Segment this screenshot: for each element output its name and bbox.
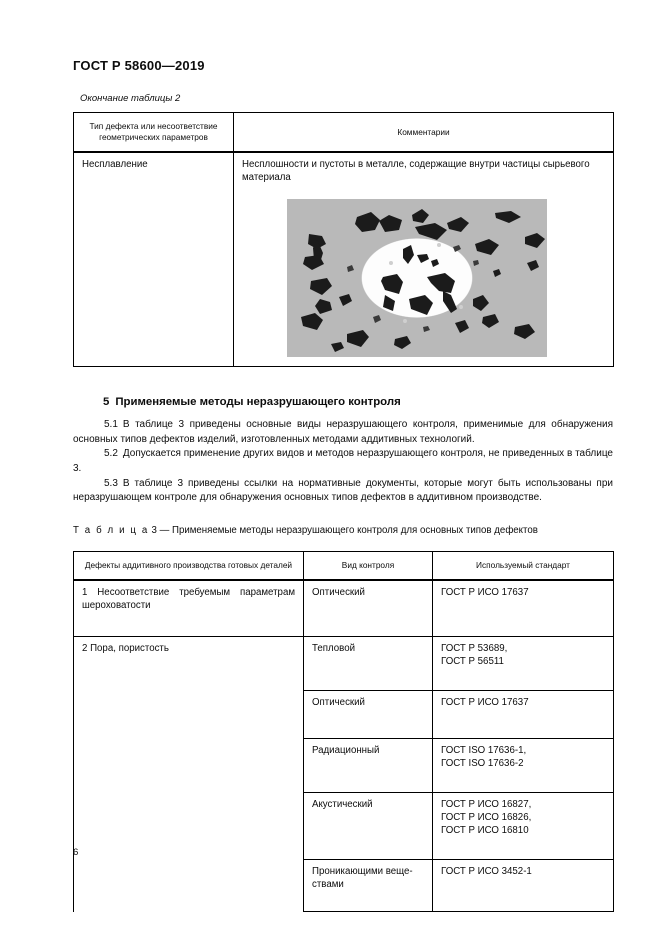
- table3-header-standard: Используемый стандарт: [433, 552, 614, 581]
- table2-cell-comment: [234, 152, 614, 367]
- table3-cell-standard-5: ГОСТ Р ИСО 16827, ГОСТ Р ИСО 16826, ГОСТ Р ИСО 16810: [433, 793, 614, 860]
- table3-header-defects: Дефекты аддитивного производства готовых деталей: [74, 552, 304, 581]
- micrograph-particles-layer: [287, 199, 547, 357]
- table3-cell-method-3: Оптический: [304, 691, 433, 739]
- table3-header-method: Вид контроля: [304, 552, 433, 581]
- table-3: [73, 551, 614, 912]
- table-3-caption-number: 3: [151, 525, 157, 536]
- table-2: [73, 112, 614, 367]
- section-5-number: 5: [103, 396, 110, 408]
- micrograph-container: [287, 199, 605, 357]
- table3-cell-standard-1: ГОСТ Р ИСО 17637: [433, 580, 614, 637]
- standard-number-header: ГОСТ Р 58600—2019: [73, 58, 205, 73]
- paragraph-5-2: [73, 447, 613, 476]
- table2-header-row: [74, 113, 614, 153]
- table2-continuation-label: Окончание таблицы 2: [80, 93, 181, 104]
- table-row: [74, 152, 614, 367]
- table-3-caption-prefix: Т а б л и ц а: [73, 525, 149, 536]
- table3-header-row: [74, 552, 614, 581]
- table3-cell-method-6: Проникающими веще- ствами: [304, 860, 433, 912]
- table-row: [74, 637, 614, 691]
- paragraph-5-2-number: 5.2: [104, 448, 118, 460]
- table2-header-defect-type: Тип дефекта или несоответствие геометрических параметров: [74, 113, 234, 153]
- table3-cell-standard-3: ГОСТ Р ИСО 17637: [433, 691, 614, 739]
- table-3-caption: [73, 525, 538, 536]
- table-3-caption-text: Применяемые методы неразрушающего контроля для основных типов дефектов: [172, 525, 538, 536]
- table3-cell-method-1: Оптический: [304, 580, 433, 637]
- paragraph-5-1-text: В таблице 3 приведены основные виды неразрушающего контроля, применимые для обнаружения основных типов дефектов изделий, изготовленных методами аддитивных технологий.: [73, 419, 613, 445]
- table3-cell-defect-2: 2 Пора, пористость: [74, 637, 304, 912]
- paragraph-5-3: [73, 477, 613, 506]
- table2-cell-defect-type: Несплавление: [74, 152, 234, 367]
- table3-cell-standard-2: ГОСТ Р 53689, ГОСТ Р 56511: [433, 637, 614, 691]
- paragraph-5-2-text: Допускается применение других видов и методов неразрушающего контроля, не приведенных в таблице 3.: [73, 448, 613, 475]
- table3-cell-method-5: Акустический: [304, 793, 433, 860]
- table3-cell-defect-1: 1 Несоответствие требуемым параметрам шероховатости: [74, 580, 304, 637]
- paragraph-5-1-number: 5.1: [104, 419, 118, 430]
- paragraph-5-3-number: 5.3: [104, 477, 118, 489]
- table-3-caption-dash: —: [159, 525, 170, 536]
- section-5-body: [73, 418, 613, 506]
- page-number: 6: [73, 847, 79, 858]
- table3-cell-standard-4: ГОСТ ISO 17636-1, ГОСТ ISO 17636-2: [433, 739, 614, 793]
- table3-cell-standard-6: ГОСТ Р ИСО 3452-1: [433, 860, 614, 912]
- paragraph-5-1: [73, 418, 613, 447]
- section-5-title: Применяемые методы неразрушающего контроля: [115, 396, 401, 408]
- section-5-heading: [103, 396, 401, 408]
- table2-header-comments: Комментарии: [234, 113, 614, 153]
- table3-cell-method-2: Тепловой: [304, 637, 433, 691]
- micrograph-unfused-particles: [287, 199, 547, 357]
- table-row: [74, 580, 614, 637]
- paragraph-5-3-text: В таблице 3 приведены ссылки на нормативные документы, которые могут быть использованы при неразрушающем контроле для обнаружения основных типов дефектов в аддитивном производстве.: [73, 477, 613, 504]
- table2-comment-text: Несплошности и пустоты в металле, содержащие внутри частицы сырьевого материала: [242, 159, 590, 184]
- table3-cell-method-4: Радиационный: [304, 739, 433, 793]
